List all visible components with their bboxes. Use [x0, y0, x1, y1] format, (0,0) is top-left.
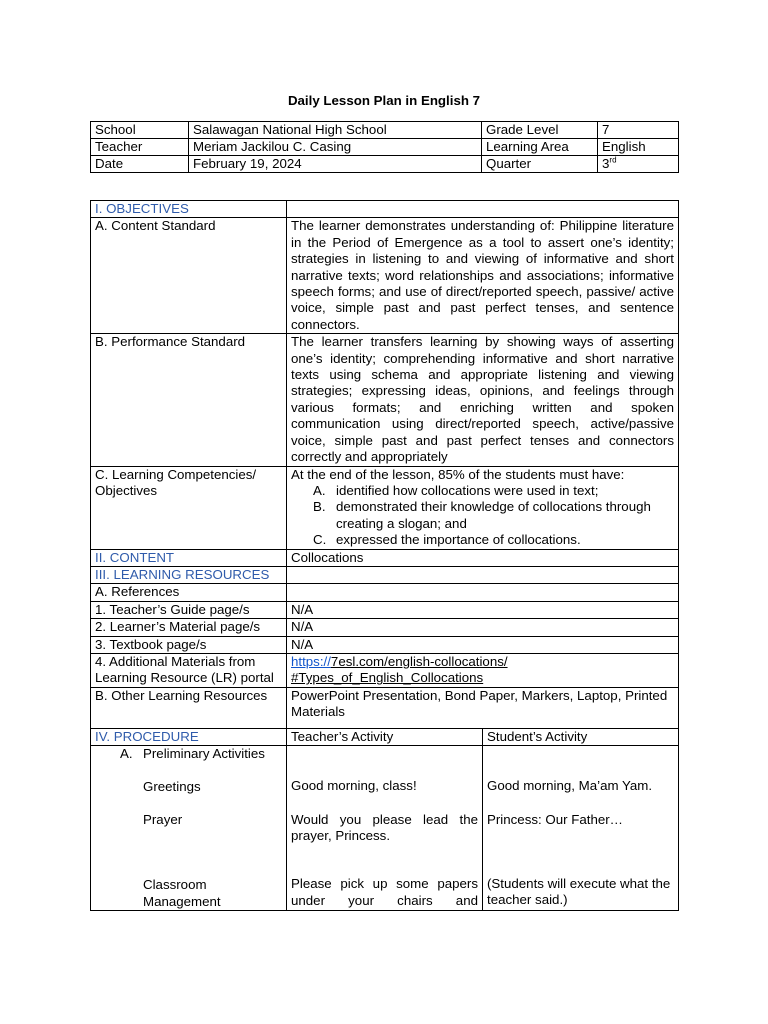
date-value: February 19, 2024	[189, 156, 482, 173]
learners-material-row	[91, 619, 679, 636]
student-activity-cell	[483, 746, 679, 911]
teacher-value: Meriam Jackilou C. Casing	[189, 139, 482, 156]
competency-label: C. Learning Competencies/ Objectives	[91, 466, 287, 549]
header-row-teacher	[91, 139, 679, 156]
resource-link-scheme[interactable]: https://	[291, 653, 331, 669]
greetings-student: Good morning, Ma’am Yam.	[487, 778, 653, 794]
content-standard-label: A. Content Standard	[91, 218, 287, 334]
objective-item: B. demonstrated their knowledge of collocations through creating a slogan; and	[313, 499, 651, 531]
classroom-student: (Students will execute what the teacher said.)	[487, 876, 671, 908]
additional-materials-cell	[287, 653, 679, 687]
content-heading: II. CONTENT	[91, 549, 287, 566]
grade-label: Grade Level	[482, 122, 598, 139]
procedure-steps-cell	[91, 746, 287, 911]
teacher-label: Teacher	[91, 139, 189, 156]
competency-row	[91, 466, 679, 549]
performance-standard-label: B. Performance Standard	[91, 334, 287, 466]
other-resources-label: B. Other Learning Resources	[91, 687, 287, 728]
area-label: Learning Area	[482, 139, 598, 156]
prayer-teacher: Would you please lead the prayer, Princess.	[291, 811, 478, 843]
prayer-label: Prayer	[143, 812, 183, 827]
preliminary-activities: A. Preliminary Activities	[120, 746, 265, 762]
performance-standard-text: The learner transfers learning by showing ways of asserting one’s identity; comprehending informative and short narrative texts using schema and appropriate listening and viewing strategies; expressing ideas, opinions, and feelings through various formats; and enriching written and spoken communication using direct/reported speech, active/passive voice, simple past and past perfect tenses and connectors correctly and appropriately	[287, 334, 679, 466]
textbook-value: N/A	[287, 636, 679, 653]
procedure-row	[91, 746, 679, 911]
references-row	[91, 584, 679, 601]
resources-heading-row	[91, 566, 679, 583]
content-standard-text: The learner demonstrates understanding of: Philippine literature in the Period of Emergence as a tool to assert one’s identity; strategies in listening to and viewing of informative and short narrative texts; word relationships and associations; informative speech forms; and use of direct/reported speech, passive/ active voice, simple past and past perfect tenses, and sentence connectors.	[287, 218, 679, 334]
classroom-teacher: Please pick up some papers under your chairs and	[291, 876, 478, 908]
quarter-suffix: rd	[609, 155, 617, 165]
preliminary-marker: A.	[120, 746, 133, 762]
teachers-guide-row	[91, 601, 679, 618]
greetings-teacher: Good morning, class!	[291, 778, 417, 794]
textbook-row	[91, 636, 679, 653]
page-title: Daily Lesson Plan in English 7	[287, 93, 481, 108]
prayer-student: Princess: Our Father…	[487, 811, 623, 827]
resources-heading: III. LEARNING RESOURCES	[91, 566, 287, 583]
competency-cell	[287, 466, 679, 549]
resource-link[interactable]	[291, 654, 674, 670]
grade-value: 7	[598, 122, 679, 139]
references-label: A. References	[91, 584, 287, 601]
objectives-heading-row	[91, 201, 679, 218]
textbook-label: 3. Textbook page/s	[91, 636, 287, 653]
content-value: Collocations	[287, 549, 679, 566]
quarter-value	[598, 156, 679, 173]
quarter-number: 3	[602, 156, 610, 171]
school-value: Salawagan National High School	[189, 122, 482, 139]
learners-material-value: N/A	[287, 619, 679, 636]
content-standard-row	[91, 218, 679, 334]
procedure-heading: IV. PROCEDURE	[91, 728, 287, 745]
header-row-school	[91, 122, 679, 139]
other-resources-value: PowerPoint Presentation, Bond Paper, Markers, Laptop, Printed Materials	[287, 687, 679, 728]
quarter-label: Quarter	[482, 156, 598, 173]
objectives-heading: I. OBJECTIVES	[91, 201, 287, 218]
area-value: English	[598, 139, 679, 156]
learners-material-label: 2. Learner’s Material page/s	[91, 619, 287, 636]
resource-link-rest[interactable]: 7esl.com/english-collocations/	[330, 653, 508, 669]
performance-standard-row	[91, 334, 679, 466]
additional-materials-label: 4. Additional Materials from Learning Resource (LR) portal	[91, 653, 287, 687]
header-table	[90, 121, 679, 173]
objective-list	[291, 483, 674, 549]
content-row	[91, 549, 679, 566]
procedure-heading-row	[91, 728, 679, 745]
header-row-date	[91, 156, 679, 173]
date-label: Date	[91, 156, 189, 173]
greetings-label: Greetings	[143, 778, 201, 794]
resource-link-anchor[interactable]: #Types_of_English_Collocations	[291, 670, 484, 686]
lesson-plan-table	[90, 200, 679, 911]
student-activity-heading: Student’s Activity	[483, 728, 679, 745]
other-resources-row	[91, 687, 679, 728]
additional-materials-row	[91, 653, 679, 687]
teacher-activity-heading: Teacher’s Activity	[287, 728, 483, 745]
objective-item: C. expressed the importance of collocations.	[313, 532, 581, 548]
teacher-activity-cell	[287, 746, 483, 911]
teachers-guide-label: 1. Teacher’s Guide page/s	[91, 601, 287, 618]
classroom-management-label: Classroom Management	[143, 877, 221, 909]
teachers-guide-value: N/A	[287, 601, 679, 618]
objective-item: A. identified how collocations were used in text;	[313, 482, 599, 498]
competency-intro: At the end of the lesson, 85% of the students must have:	[291, 466, 625, 482]
school-label: School	[91, 122, 189, 139]
